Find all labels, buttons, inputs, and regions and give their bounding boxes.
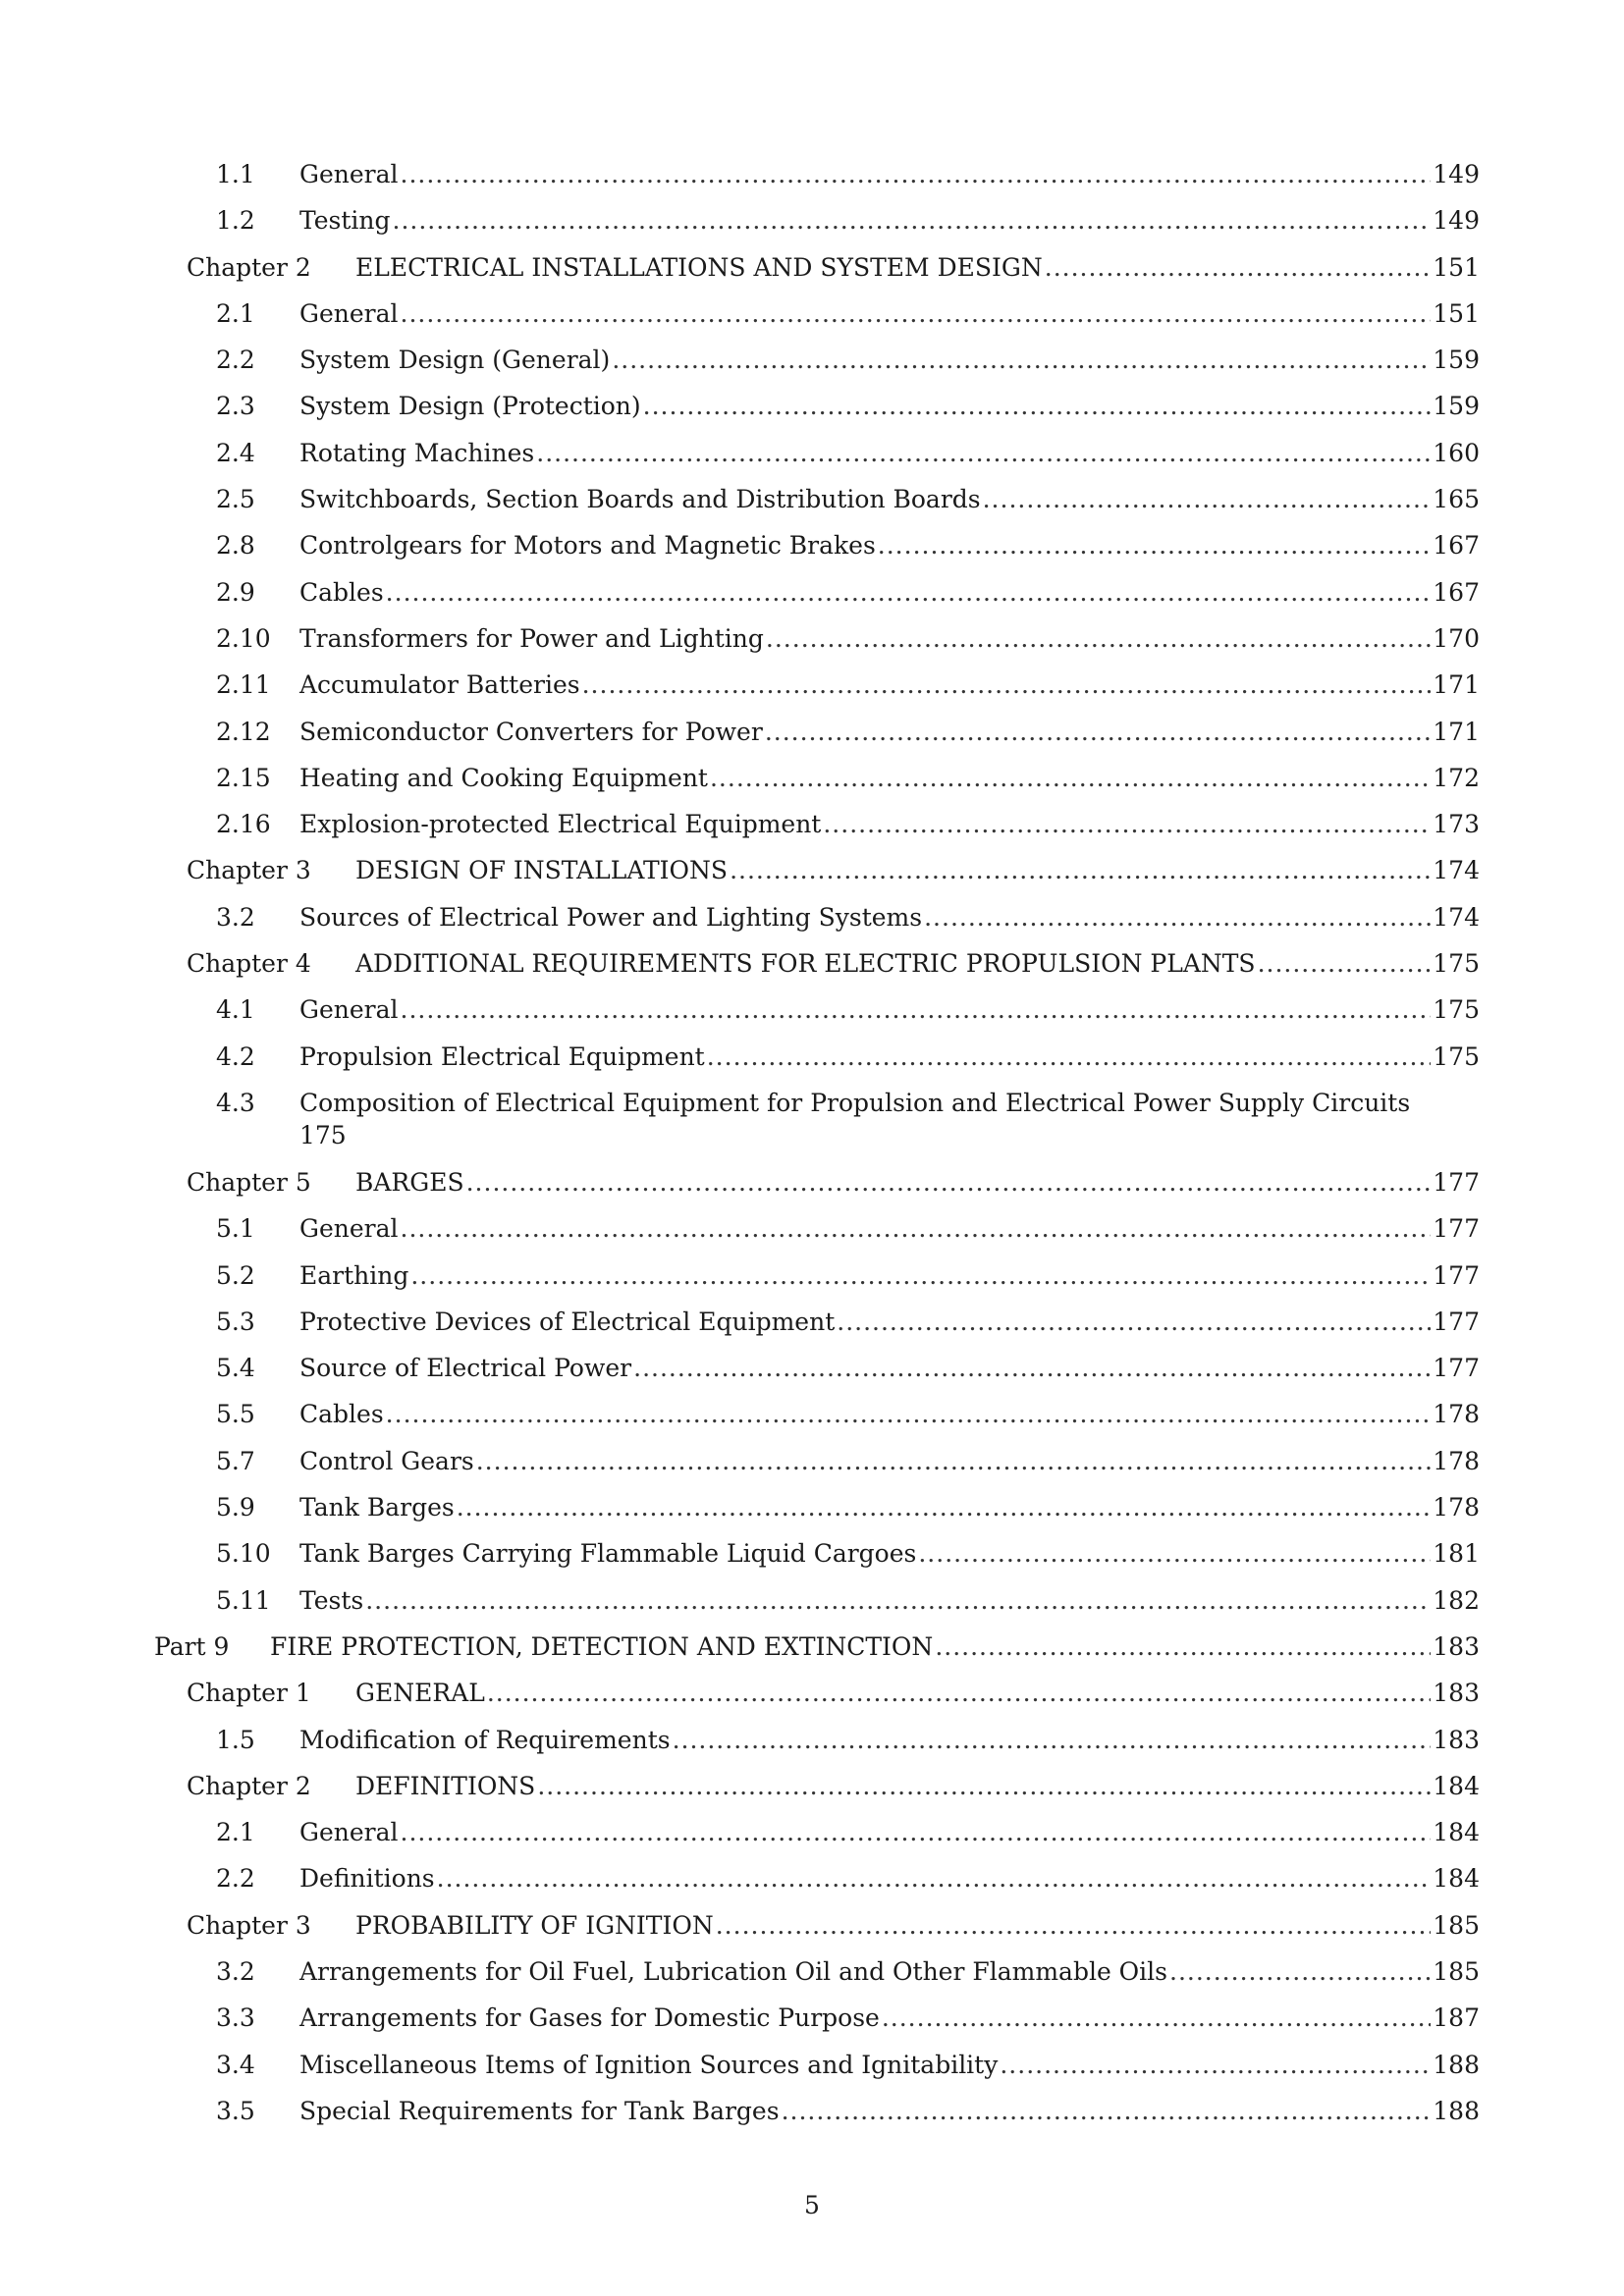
dot-leader [410, 1258, 1431, 1294]
entry-title-line [299, 482, 1480, 517]
entry-title: General [299, 1815, 401, 1850]
entry-title: General [299, 157, 401, 192]
entry-number: 3.4 [216, 2050, 255, 2079]
dot-leader [393, 203, 1432, 239]
toc-section-entry[interactable] [0, 1815, 1624, 1861]
entry-title: DEFINITIONS [355, 1769, 537, 1804]
entry-number: 5.1 [216, 1214, 255, 1244]
entry-page-number: 188 [1433, 2050, 1480, 2079]
toc-part-entry[interactable] [0, 1629, 1624, 1676]
entry-page-number: 175 [1433, 995, 1480, 1025]
entry-title-line [355, 946, 1480, 982]
entry-title: Arrangements for Gases for Domestic Purpose [299, 2001, 882, 2036]
entry-title: Miscellaneous Items of Ignition Sources and Ignitability [299, 2048, 1000, 2083]
entry-number: 5.9 [216, 1493, 255, 1522]
dot-leader [924, 900, 1431, 935]
entry-title: General [299, 1211, 401, 1247]
entry-page-number: 175 [1433, 949, 1480, 979]
entry-page-number: 183 [1433, 1631, 1480, 1661]
entry-page-number: 184 [1433, 1864, 1480, 1894]
entry-title-line [299, 1351, 1480, 1386]
dot-leader [935, 1629, 1431, 1665]
entry-page-number: 177 [1433, 1354, 1480, 1383]
dot-leader [837, 1305, 1431, 1340]
entry-title-line [299, 1583, 1480, 1619]
entry-number: 5.5 [216, 1400, 255, 1429]
toc-section-entry[interactable] [0, 1444, 1624, 1490]
entry-page-number: 177 [1433, 1307, 1480, 1336]
entry-title: ELECTRICAL INSTALLATIONS AND SYSTEM DESIGN [355, 250, 1045, 286]
entry-title: Tank Barges Carrying Flammable Liquid Cargoes [299, 1536, 918, 1572]
entry-page-number: 174 [1433, 856, 1480, 885]
entry-title: Tank Barges [299, 1490, 457, 1525]
entry-title: Explosion-protected Electrical Equipment [299, 807, 823, 842]
entry-number: 2.1 [216, 1818, 255, 1847]
entry-title-line [299, 761, 1480, 796]
entry-title-line [299, 528, 1480, 563]
entry-title: Definitions [299, 1861, 437, 1896]
entry-page-number: 170 [1433, 623, 1480, 653]
entry-title-line [299, 1536, 1480, 1572]
toc-section-entry[interactable] [0, 2048, 1624, 2094]
dot-leader [878, 528, 1432, 563]
entry-number: 2.3 [216, 392, 255, 421]
entry-title-line [299, 1861, 1480, 1896]
entry-page-number: 185 [1433, 1910, 1480, 1940]
entry-page-number: 159 [1433, 346, 1480, 375]
entry-number: Chapter 2 [187, 1771, 311, 1800]
toc-chapter-entry[interactable] [0, 1769, 1624, 1815]
entry-title-line [299, 1305, 1480, 1340]
entry-number: 3.3 [216, 2003, 255, 2033]
entry-title-line [299, 1444, 1480, 1479]
dot-leader [401, 296, 1432, 332]
entry-page-number: 185 [1433, 1956, 1480, 1986]
entry-page-number: 174 [1433, 902, 1480, 932]
entry-title: General [299, 992, 401, 1028]
toc-section-entry[interactable] [0, 1536, 1624, 1582]
dot-leader [401, 1815, 1432, 1850]
entry-number: 5.3 [216, 1307, 255, 1336]
entry-number: Chapter 2 [187, 252, 311, 282]
toc-section-entry[interactable] [0, 436, 1624, 482]
toc-section-entry[interactable] [0, 1583, 1624, 1629]
entry-title-line [299, 296, 1480, 332]
entry-title: PROBABILITY OF IGNITION [355, 1908, 716, 1944]
toc-section-entry[interactable] [0, 807, 1624, 853]
entry-page-number: 173 [1433, 810, 1480, 839]
toc-section-entry[interactable] [0, 621, 1624, 667]
entry-page-number: 175 [299, 1120, 347, 1149]
entry-title: BARGES [355, 1165, 466, 1201]
entry-number: 3.2 [216, 902, 255, 932]
dot-leader [582, 667, 1432, 703]
toc-chapter-entry[interactable] [0, 1676, 1624, 1722]
entry-title: Sources of Electrical Power and Lighting Systems [299, 900, 924, 935]
entry-number: 1.2 [216, 206, 255, 236]
entry-title-line [299, 1086, 1480, 1150]
toc-section-entry[interactable] [0, 482, 1624, 528]
entry-page-number: 183 [1433, 1679, 1480, 1708]
entry-number: 5.7 [216, 1446, 255, 1475]
dot-leader [707, 1040, 1432, 1075]
entry-title: FIRE PROTECTION, DETECTION AND EXTINCTION [270, 1629, 935, 1665]
entry-title-line [355, 1165, 1480, 1201]
toc-section-entry[interactable] [0, 992, 1624, 1039]
entry-number: 5.11 [216, 1585, 271, 1615]
entry-title: General [299, 296, 401, 332]
dot-leader [612, 343, 1431, 378]
toc-chapter-entry[interactable] [0, 946, 1624, 992]
dot-leader [457, 1490, 1432, 1525]
entry-title-line [355, 1769, 1480, 1804]
entry-title-line [299, 1258, 1480, 1294]
entry-title-line [299, 1040, 1480, 1075]
toc-section-entry[interactable] [0, 343, 1624, 389]
toc-section-entry[interactable] [0, 575, 1624, 621]
entry-page-number: 151 [1433, 298, 1480, 328]
entry-title-line [299, 1397, 1480, 1432]
entry-title: Protective Devices of Electrical Equipment [299, 1305, 837, 1340]
dot-leader [710, 761, 1431, 796]
dot-leader [716, 1908, 1432, 1944]
entry-title: Cables [299, 575, 386, 611]
entry-title-line [299, 157, 1480, 192]
toc-section-entry[interactable] [0, 389, 1624, 435]
toc-section-entry[interactable] [0, 1351, 1624, 1397]
toc-section-entry[interactable] [0, 761, 1624, 807]
toc-section-entry[interactable] [0, 296, 1624, 343]
entry-title-line [355, 853, 1480, 888]
entry-number: 1.1 [216, 160, 255, 188]
entry-title-line [299, 2048, 1480, 2083]
entry-title-line [299, 389, 1480, 424]
entry-title-line [299, 807, 1480, 842]
entry-number: 2.9 [216, 577, 255, 607]
entry-page-number: 188 [1433, 2096, 1480, 2125]
entry-title-line [355, 250, 1480, 286]
entry-number: Chapter 1 [187, 1679, 311, 1708]
entry-page-number: 177 [1433, 1214, 1480, 1244]
dot-leader [765, 715, 1431, 750]
entry-page-number: 184 [1433, 1818, 1480, 1847]
dot-leader [643, 389, 1432, 424]
entry-title-line [299, 203, 1480, 239]
entry-title: Special Requirements for Tank Barges [299, 2094, 782, 2129]
dot-leader [1000, 2048, 1431, 2083]
entry-title: ADDITIONAL REQUIREMENTS FOR ELECTRIC PROPULSION PLANTS [355, 946, 1258, 982]
entry-number: 2.2 [216, 346, 255, 375]
entry-number: 3.5 [216, 2096, 255, 2125]
dot-leader [401, 1211, 1432, 1247]
entry-page-number: 184 [1433, 1771, 1480, 1800]
entry-number: Part 9 [154, 1631, 230, 1661]
entry-title-line [299, 1490, 1480, 1525]
toc-section-entry[interactable] [0, 1861, 1624, 1907]
entry-page-number: 167 [1433, 531, 1480, 561]
toc-section-entry[interactable] [0, 1258, 1624, 1305]
entry-number: 2.1 [216, 298, 255, 328]
entry-title: System Design (General) [299, 343, 612, 378]
page-number: 5 [804, 2191, 820, 2219]
entry-title: Heating and Cooking Equipment [299, 761, 710, 796]
dot-leader [673, 1723, 1432, 1758]
entry-title-line [299, 436, 1480, 471]
entry-number: 2.8 [216, 531, 255, 561]
entry-page-number: 183 [1433, 1725, 1480, 1754]
dot-leader [1045, 250, 1432, 286]
entry-number: 2.5 [216, 485, 255, 514]
entry-number: 2.15 [216, 763, 271, 792]
entry-page-number: 172 [1433, 763, 1480, 792]
entry-title: Rotating Machines [299, 436, 536, 471]
entry-title-line [355, 1908, 1480, 1944]
dot-leader [782, 2094, 1432, 2129]
dot-leader [918, 1536, 1431, 1572]
entry-title: System Design (Protection) [299, 389, 643, 424]
entry-title-line [299, 343, 1480, 378]
dot-leader [823, 807, 1431, 842]
entry-title-line [270, 1629, 1480, 1665]
entry-number: Chapter 5 [187, 1167, 311, 1197]
toc-chapter-entry[interactable] [0, 250, 1624, 296]
entry-title: Controlgears for Motors and Magnetic Brakes [299, 528, 878, 563]
entry-page-number: 165 [1433, 485, 1480, 514]
entry-title: Composition of Electrical Equipment for Propulsion and Electrical Power Supply Circuits [299, 1086, 1480, 1121]
entry-title: Modification of Requirements [299, 1723, 673, 1758]
dot-leader [1258, 946, 1432, 982]
entry-page-number: 171 [1433, 717, 1480, 746]
entry-title-line [299, 575, 1480, 611]
dot-leader [386, 575, 1432, 611]
entry-number: 4.1 [216, 995, 255, 1025]
toc-section-entry[interactable] [0, 1086, 1624, 1165]
toc-chapter-entry[interactable] [0, 853, 1624, 899]
toc-section-entry[interactable] [0, 1305, 1624, 1351]
toc-section-entry[interactable] [0, 157, 1624, 203]
toc-section-entry[interactable] [0, 667, 1624, 714]
entry-title-line [299, 900, 1480, 935]
entry-title-line [299, 667, 1480, 703]
toc-section-entry[interactable] [0, 1954, 1624, 2001]
entry-title: Accumulator Batteries [299, 667, 582, 703]
dot-leader [476, 1444, 1432, 1479]
dot-leader [401, 157, 1432, 192]
dot-leader [536, 436, 1431, 471]
entry-page-number: 181 [1433, 1539, 1480, 1569]
entry-number: 5.10 [216, 1539, 271, 1569]
entry-title: Testing [299, 203, 393, 239]
toc-section-entry[interactable] [0, 1490, 1624, 1536]
entry-number: 5.4 [216, 1354, 255, 1383]
entry-page-number: 159 [1433, 392, 1480, 421]
entry-page-number: 160 [1433, 438, 1480, 467]
entry-title: Tests [299, 1583, 365, 1619]
entry-title-line [355, 1676, 1480, 1711]
entry-number: Chapter 3 [187, 856, 311, 885]
entry-title-line [299, 1723, 1480, 1758]
entry-number: Chapter 4 [187, 949, 311, 979]
entry-number: 4.3 [216, 1088, 255, 1117]
dot-leader [537, 1769, 1431, 1804]
dot-leader [386, 1397, 1432, 1432]
entry-title-line [299, 2094, 1480, 2129]
entry-page-number: 149 [1433, 206, 1480, 236]
toc-chapter-entry[interactable] [0, 1165, 1624, 1211]
dot-leader [401, 992, 1432, 1028]
entry-number: 2.4 [216, 438, 255, 467]
table-of-contents [0, 157, 1624, 2140]
toc-section-entry[interactable] [0, 1040, 1624, 1086]
dot-leader [437, 1861, 1432, 1896]
dot-leader [730, 853, 1431, 888]
entry-title-line [299, 621, 1480, 657]
entry-number: 2.16 [216, 810, 271, 839]
entry-number: 2.11 [216, 670, 271, 700]
entry-title-line [299, 992, 1480, 1028]
entry-number: 2.10 [216, 623, 271, 653]
entry-title-line [299, 1815, 1480, 1850]
dot-leader [365, 1583, 1431, 1619]
entry-title: Switchboards, Section Boards and Distribution Boards [299, 482, 983, 517]
entry-title-line [299, 2001, 1480, 2036]
entry-title: Cables [299, 1397, 386, 1432]
entry-title: Semiconductor Converters for Power [299, 715, 765, 750]
entry-page-number: 178 [1433, 1493, 1480, 1522]
entry-page-number: 178 [1433, 1400, 1480, 1429]
toc-section-entry[interactable] [0, 2001, 1624, 2047]
entry-page-number: 149 [1433, 160, 1480, 188]
entry-title: Control Gears [299, 1444, 476, 1479]
entry-page-number: 151 [1433, 252, 1480, 282]
toc-section-entry[interactable] [0, 715, 1624, 761]
entry-page-number: 187 [1433, 2003, 1480, 2033]
entry-page-number: 182 [1433, 1585, 1480, 1615]
dot-leader [882, 2001, 1431, 2036]
toc-section-entry[interactable] [0, 1211, 1624, 1257]
entry-title-line [299, 1954, 1480, 1990]
entry-number: 5.2 [216, 1260, 255, 1290]
entry-number: 1.5 [216, 1725, 255, 1754]
entry-title: Arrangements for Oil Fuel, Lubrication Oil and Other Flammable Oils [299, 1954, 1169, 1990]
entry-page-number: 171 [1433, 670, 1480, 700]
entry-page-number: 178 [1433, 1446, 1480, 1475]
entry-title: GENERAL [355, 1676, 487, 1711]
entry-title: Source of Electrical Power [299, 1351, 633, 1386]
entry-number: Chapter 3 [187, 1910, 311, 1940]
entry-title: Propulsion Electrical Equipment [299, 1040, 707, 1075]
entry-number: 2.2 [216, 1864, 255, 1894]
entry-title: Earthing [299, 1258, 410, 1294]
toc-section-entry[interactable] [0, 528, 1624, 574]
dot-leader [983, 482, 1432, 517]
toc-chapter-entry[interactable] [0, 1908, 1624, 1954]
toc-section-entry[interactable] [0, 1723, 1624, 1769]
dot-leader [633, 1351, 1431, 1386]
entry-page-number: 177 [1433, 1167, 1480, 1197]
entry-page-number: 177 [1433, 1260, 1480, 1290]
dot-leader [487, 1676, 1431, 1711]
entry-number: 3.2 [216, 1956, 255, 1986]
entry-number: 2.12 [216, 717, 271, 746]
entry-title: DESIGN OF INSTALLATIONS [355, 853, 730, 888]
entry-title-line [299, 1211, 1480, 1247]
dot-leader [1169, 1954, 1431, 1990]
entry-page-number: 175 [1433, 1041, 1480, 1071]
toc-section-entry[interactable] [0, 203, 1624, 249]
toc-section-entry[interactable] [0, 2094, 1624, 2140]
entry-number: 4.2 [216, 1041, 255, 1071]
dot-leader [766, 621, 1431, 657]
toc-section-entry[interactable] [0, 1397, 1624, 1443]
entry-title: Transformers for Power and Lighting [299, 621, 766, 657]
dot-leader [466, 1165, 1432, 1201]
entry-page-number: 167 [1433, 577, 1480, 607]
toc-section-entry[interactable] [0, 900, 1624, 946]
entry-title-line [299, 715, 1480, 750]
